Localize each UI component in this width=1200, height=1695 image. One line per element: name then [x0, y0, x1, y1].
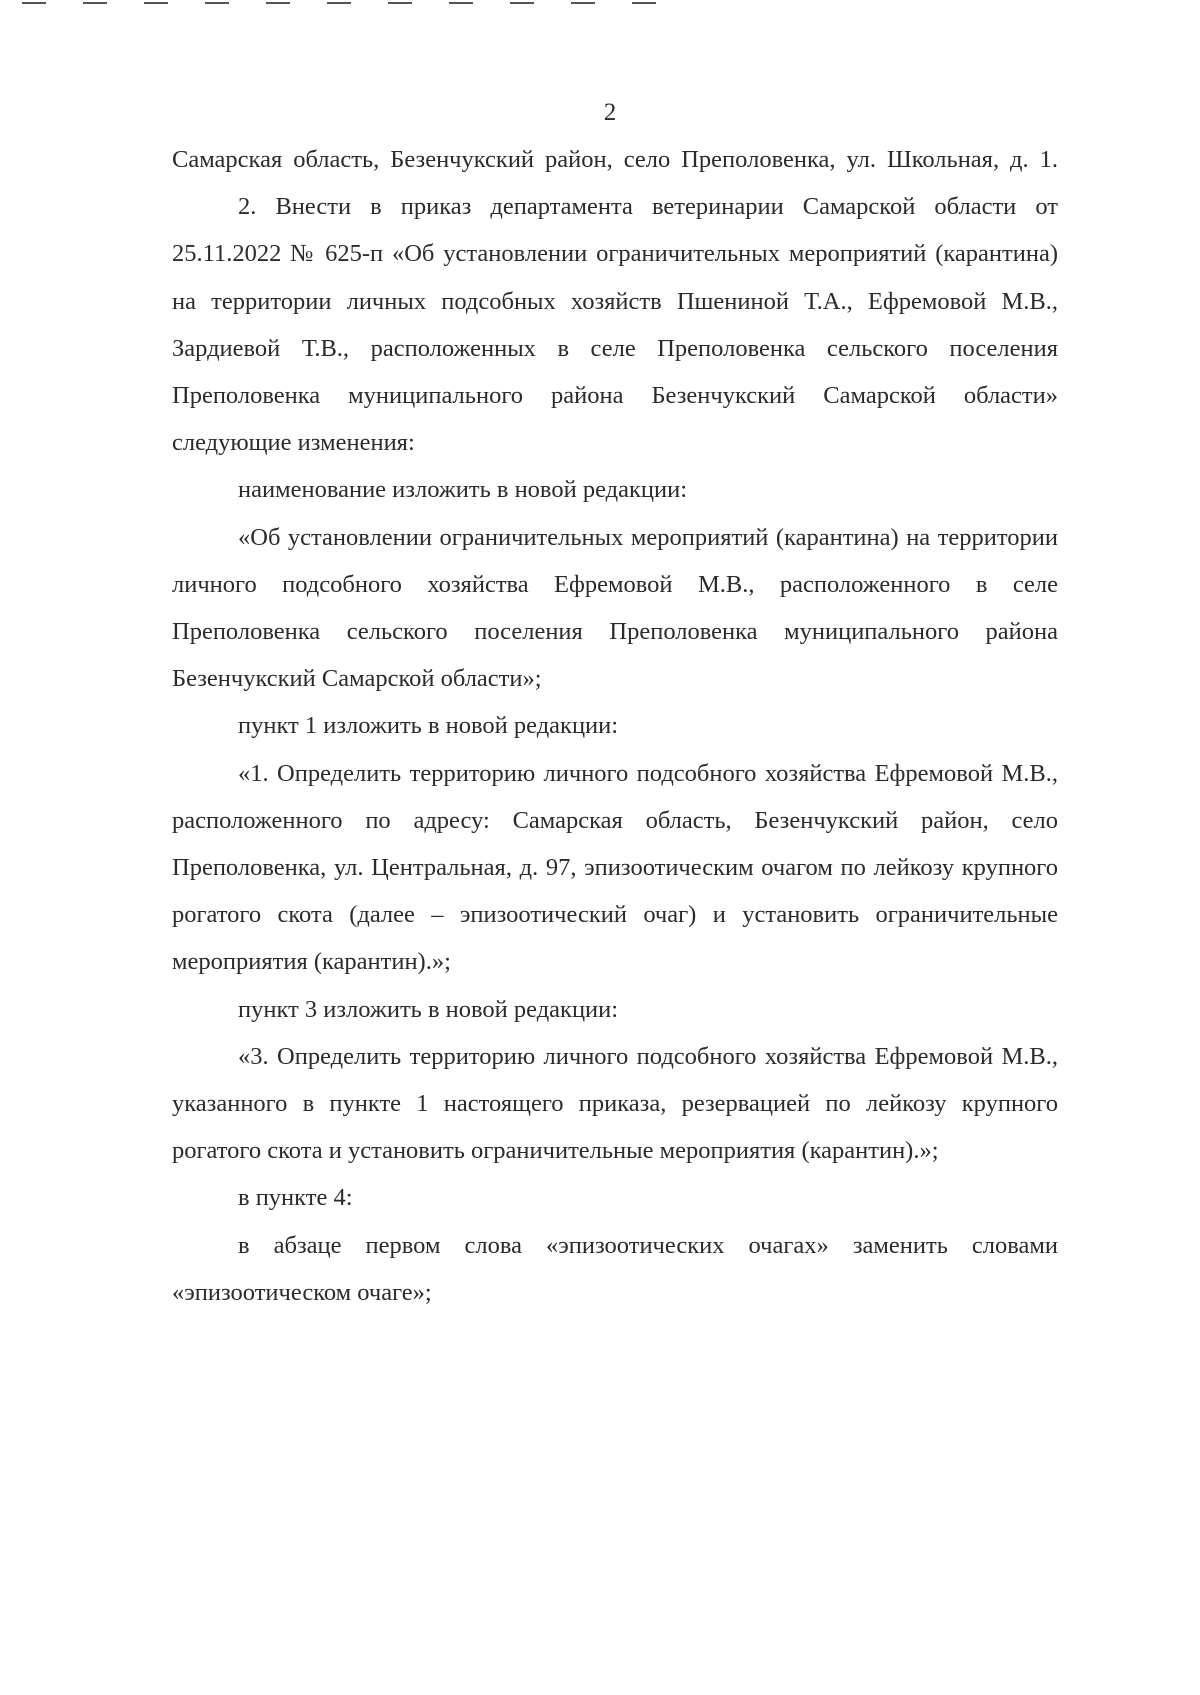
item-4-change-paragraph: в абзаце первом слова «эпизоотических очагах» заменить словами «эпизоотическом очаге»;	[172, 1231, 1058, 1306]
address-continuation-paragraph: Самарская область, Безенчукский район, село Преполовенка, ул. Школьная, д. 1.	[172, 146, 1058, 173]
scan-dash	[266, 2, 290, 4]
item-1-text-paragraph: «1. Определить территорию личного подсобного хозяйства Ефремовой М.В., расположенного по адресу: Самарская область, Безенчукский район, село Преполовенка, ул. Центральная, д. 97, эпизоотическим очагом по лейкозу крупного рогатого скота (далее – эпизоотический очаг) и установить ограничительные мероприятия (карантин).»;	[172, 759, 1058, 976]
scan-dash	[510, 2, 534, 4]
scan-dash	[449, 2, 473, 4]
scan-dash	[22, 2, 46, 4]
scan-dash	[388, 2, 412, 4]
item-3-change-paragraph: пункт 3 изложить в новой редакции:	[238, 995, 619, 1023]
scan-dash	[83, 2, 107, 4]
document-body	[172, 136, 1058, 1316]
scan-dash	[632, 2, 656, 4]
scan-dash	[205, 2, 229, 4]
item-3-text-paragraph: «3. Определить территорию личного подсобного хозяйства Ефремовой М.В., указанного в пункте 1 настоящего приказа, резервацией по лейкозу крупного рогатого скота и установить ограничительные мероприятия (карантин).»;	[172, 1042, 1058, 1165]
scan-dash	[144, 2, 168, 4]
scan-dash	[571, 2, 595, 4]
page-number: 2	[603, 99, 617, 126]
scan-edge-marks	[22, 2, 656, 4]
amendment-intro-paragraph: 2. Внести в приказ департамента ветеринарии Самарской области от 25.11.2022 № 625-п «Об установлении ограничительных мероприятий (карантина) на территории личных подсобных хозяйств Пшениной Т.А., Ефремовой М.В., Зардиевой Т.В., расположенных в селе Преполовенка сельского поселения Преполовенка муниципального района Безенчукский Самарской области» следующие изменения:	[172, 193, 1058, 457]
title-change-paragraph: наименование изложить в новой редакции:	[238, 476, 688, 504]
scan-dash	[327, 2, 351, 4]
item-4-heading-paragraph: в пункте 4:	[238, 1184, 353, 1212]
item-1-change-paragraph: пункт 1 изложить в новой редакции:	[238, 712, 619, 740]
new-title-paragraph: «Об установлении ограничительных мероприятий (карантина) на территории личного подсобного хозяйства Ефремовой М.В., расположенного в селе Преполовенка сельского поселения Преполовенка муниципального района Безенчукский Самарской области»;	[172, 523, 1058, 693]
